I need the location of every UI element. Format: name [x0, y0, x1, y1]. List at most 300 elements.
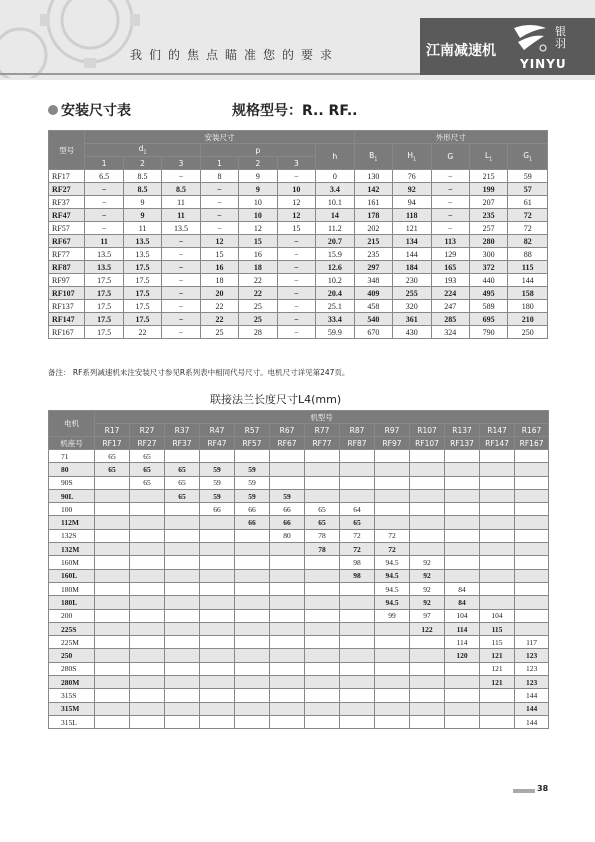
value-cell [410, 503, 445, 516]
table-row [49, 529, 549, 542]
value-cell: 115 [480, 622, 515, 635]
install-dimension-table [48, 130, 548, 339]
value-cell [235, 715, 270, 728]
value-cell: 65 [340, 516, 375, 529]
value-cell [340, 689, 375, 702]
value-cell: 3.4 [316, 183, 355, 196]
value-cell [340, 489, 375, 502]
value-cell [445, 569, 480, 582]
value-cell [95, 622, 130, 635]
value-cell: 113 [431, 235, 469, 248]
value-cell [305, 556, 340, 569]
value-cell [340, 622, 375, 635]
value-cell: 9 [239, 170, 277, 183]
value-cell [480, 543, 515, 556]
table-row [49, 209, 548, 222]
value-cell: 144 [508, 274, 548, 287]
spec-label: 规格型号：R.. RF.. [232, 103, 358, 119]
frame-cell: 225M [49, 636, 95, 649]
table-row [49, 261, 548, 274]
value-cell: 65 [165, 463, 200, 476]
rf-series-header: RF57 [235, 437, 270, 450]
value-cell: 117 [515, 636, 549, 649]
value-cell [130, 489, 165, 502]
value-cell: 120 [445, 649, 480, 662]
frame-cell: 225S [49, 622, 95, 635]
value-cell: 66 [235, 516, 270, 529]
value-cell [445, 662, 480, 675]
value-cell [130, 596, 165, 609]
value-cell: 495 [469, 287, 507, 300]
value-cell [445, 702, 480, 715]
value-cell: 25 [239, 313, 277, 326]
value-cell [305, 622, 340, 635]
value-cell: 114 [445, 622, 480, 635]
value-cell [305, 715, 340, 728]
value-cell: 184 [393, 261, 431, 274]
value-cell [235, 450, 270, 463]
value-cell [375, 463, 410, 476]
value-cell: 17.5 [85, 300, 123, 313]
table-row [49, 596, 549, 609]
value-cell: 65 [165, 476, 200, 489]
value-cell [480, 689, 515, 702]
value-cell: 57 [508, 183, 548, 196]
table-row [49, 274, 548, 287]
r-series-header: R107 [410, 424, 445, 437]
value-cell: 695 [469, 313, 507, 326]
value-cell: 59 [200, 463, 235, 476]
value-cell [305, 676, 340, 689]
value-cell: 13.5 [123, 235, 161, 248]
table-row [49, 582, 549, 595]
value-cell [515, 450, 549, 463]
value-cell [480, 596, 515, 609]
frame-cell: 132M [49, 543, 95, 556]
value-cell: 161 [354, 196, 392, 209]
r-series-header: R47 [200, 424, 235, 437]
value-cell: − [277, 326, 315, 339]
value-cell [410, 636, 445, 649]
value-cell [95, 636, 130, 649]
value-cell: 15 [277, 222, 315, 235]
value-cell [340, 609, 375, 622]
value-cell [270, 662, 305, 675]
value-cell: 94.5 [375, 596, 410, 609]
sub-col-header: 2 [239, 157, 277, 170]
value-cell: 65 [305, 516, 340, 529]
value-cell [515, 503, 549, 516]
value-cell: 22 [200, 300, 238, 313]
value-cell: − [162, 170, 200, 183]
value-cell: 20 [200, 287, 238, 300]
value-cell [270, 543, 305, 556]
rf-series-row [49, 437, 549, 450]
value-cell: − [431, 196, 469, 209]
value-cell [305, 596, 340, 609]
value-cell [375, 649, 410, 662]
value-cell: 250 [508, 326, 548, 339]
value-cell: 0 [316, 170, 355, 183]
col-frame: 机座号 [49, 437, 95, 450]
value-cell: 118 [393, 209, 431, 222]
model-cell: RF27 [49, 183, 85, 196]
value-cell [480, 569, 515, 582]
value-cell [235, 543, 270, 556]
model-cell: RF17 [49, 170, 85, 183]
value-cell [95, 476, 130, 489]
value-cell: − [277, 235, 315, 248]
frame-cell: 315S [49, 689, 95, 702]
table-row [49, 702, 549, 715]
col-motor: 电机 [49, 411, 95, 437]
value-cell: 94.5 [375, 556, 410, 569]
value-cell [410, 463, 445, 476]
note-text: 备注： RF系列减速机未注安装尺寸参见R系列表中相同代号尺寸。电机尺寸详见第247页。 [48, 368, 350, 377]
value-cell: 65 [95, 450, 130, 463]
value-cell: 199 [469, 183, 507, 196]
value-cell: 33.4 [316, 313, 355, 326]
value-cell [445, 450, 480, 463]
value-cell: 114 [445, 636, 480, 649]
value-cell [235, 529, 270, 542]
value-cell: 92 [393, 183, 431, 196]
value-cell [515, 476, 549, 489]
value-cell: 59 [235, 463, 270, 476]
value-cell [480, 489, 515, 502]
value-cell [445, 556, 480, 569]
value-cell: 88 [508, 248, 548, 261]
value-cell [375, 450, 410, 463]
value-cell: 224 [431, 287, 469, 300]
value-cell: 13.5 [162, 222, 200, 235]
col-model: 型号 [49, 131, 85, 170]
value-cell: 65 [95, 463, 130, 476]
value-cell: 144 [515, 689, 549, 702]
col-b1: $B_1$ [354, 144, 392, 170]
bullet-icon [48, 105, 58, 115]
value-cell: 180 [508, 300, 548, 313]
value-cell [130, 662, 165, 675]
value-cell: − [200, 209, 238, 222]
value-cell: 22 [200, 313, 238, 326]
value-cell: 134 [393, 235, 431, 248]
value-cell [270, 582, 305, 595]
value-cell [410, 476, 445, 489]
rf-series-header: RF37 [165, 437, 200, 450]
table-row [49, 170, 548, 183]
value-cell: − [162, 235, 200, 248]
r-series-header: R137 [445, 424, 480, 437]
value-cell [410, 676, 445, 689]
value-cell: 98 [340, 569, 375, 582]
frame-cell: 180L [49, 596, 95, 609]
r-series-header: R167 [515, 424, 549, 437]
table-row [49, 326, 548, 339]
value-cell [235, 609, 270, 622]
table-row [49, 287, 548, 300]
value-cell [445, 476, 480, 489]
value-cell: 72 [340, 543, 375, 556]
value-cell [515, 609, 549, 622]
value-cell [200, 556, 235, 569]
value-cell: − [431, 170, 469, 183]
value-cell [235, 676, 270, 689]
value-cell: 589 [469, 300, 507, 313]
value-cell: 59 [235, 489, 270, 502]
value-cell [445, 676, 480, 689]
value-cell: − [162, 300, 200, 313]
table-row [49, 476, 549, 489]
sub-col-header: 1 [85, 157, 123, 170]
value-cell [305, 476, 340, 489]
frame-cell: 71 [49, 450, 95, 463]
value-cell: 16 [239, 248, 277, 261]
table-row [49, 569, 549, 582]
value-cell: 121 [480, 662, 515, 675]
value-cell [515, 529, 549, 542]
value-cell: 8 [200, 170, 238, 183]
value-cell: 178 [354, 209, 392, 222]
value-cell [375, 689, 410, 702]
value-cell: 104 [480, 609, 515, 622]
sub-col-header: 3 [162, 157, 200, 170]
value-cell [235, 569, 270, 582]
frame-cell: 315L [49, 715, 95, 728]
value-cell: 15 [200, 248, 238, 261]
value-cell: 15 [239, 235, 277, 248]
value-cell [340, 702, 375, 715]
table-row [49, 450, 549, 463]
r-series-header: R77 [305, 424, 340, 437]
value-cell [445, 516, 480, 529]
value-cell: 235 [469, 209, 507, 222]
page-bar [513, 789, 535, 793]
value-cell [235, 649, 270, 662]
value-cell: 22 [239, 287, 277, 300]
value-cell [375, 715, 410, 728]
value-cell [130, 689, 165, 702]
value-cell [165, 529, 200, 542]
value-cell [95, 609, 130, 622]
value-cell: 66 [200, 503, 235, 516]
value-cell [165, 622, 200, 635]
value-cell [270, 702, 305, 715]
value-cell: 17.5 [85, 313, 123, 326]
value-cell [165, 662, 200, 675]
value-cell: 22 [239, 274, 277, 287]
value-cell [130, 636, 165, 649]
frame-cell: 250 [49, 649, 95, 662]
value-cell [340, 662, 375, 675]
table-row [49, 662, 549, 675]
value-cell: 72 [375, 529, 410, 542]
frame-cell: 200 [49, 609, 95, 622]
value-cell: 94 [393, 196, 431, 209]
table-row [49, 715, 549, 728]
value-cell: 66 [270, 516, 305, 529]
rf-series-header: RF77 [305, 437, 340, 450]
table-row [49, 489, 549, 502]
value-cell: 11 [162, 209, 200, 222]
table-row [49, 503, 549, 516]
value-cell [270, 715, 305, 728]
value-cell [480, 582, 515, 595]
value-cell [200, 649, 235, 662]
value-cell: 92 [410, 596, 445, 609]
value-cell [235, 596, 270, 609]
value-cell: 115 [480, 636, 515, 649]
value-cell: 72 [375, 543, 410, 556]
value-cell [165, 676, 200, 689]
value-cell: − [277, 274, 315, 287]
value-cell [445, 529, 480, 542]
value-cell: − [162, 248, 200, 261]
value-cell: 158 [508, 287, 548, 300]
value-cell: 280 [469, 235, 507, 248]
value-cell [130, 582, 165, 595]
value-cell [130, 569, 165, 582]
value-cell [340, 476, 375, 489]
value-cell [165, 582, 200, 595]
value-cell [165, 503, 200, 516]
value-cell [410, 450, 445, 463]
value-cell: 210 [508, 313, 548, 326]
value-cell: − [200, 183, 238, 196]
sub-col-header: 1 [200, 157, 238, 170]
col-group-outline: 外形尺寸 [354, 131, 547, 144]
col-l1: $L_1$ [469, 144, 507, 170]
value-cell [305, 609, 340, 622]
col-g1: $G_1$ [508, 144, 548, 170]
frame-cell: 280M [49, 676, 95, 689]
value-cell [305, 689, 340, 702]
value-cell: 300 [469, 248, 507, 261]
value-cell: 11 [85, 235, 123, 248]
value-cell [165, 715, 200, 728]
table-row [49, 313, 548, 326]
value-cell [235, 689, 270, 702]
sub-col-header: 2 [123, 157, 161, 170]
value-cell [305, 649, 340, 662]
value-cell: 17.5 [123, 313, 161, 326]
value-cell [200, 689, 235, 702]
value-cell: 115 [508, 261, 548, 274]
table-row [49, 196, 548, 209]
value-cell [375, 622, 410, 635]
value-cell: 348 [354, 274, 392, 287]
value-cell: 12 [277, 196, 315, 209]
value-cell: 144 [393, 248, 431, 261]
value-cell [515, 596, 549, 609]
value-cell [340, 649, 375, 662]
frame-cell: 100 [49, 503, 95, 516]
value-cell: 235 [354, 248, 392, 261]
model-cell: RF167 [49, 326, 85, 339]
value-cell [165, 636, 200, 649]
r-series-header: R27 [130, 424, 165, 437]
value-cell: 8.5 [123, 170, 161, 183]
value-cell: 130 [354, 170, 392, 183]
value-cell: 72 [508, 222, 548, 235]
value-cell: 17.5 [85, 326, 123, 339]
rf-series-header: RF107 [410, 437, 445, 450]
rf-series-header: RF27 [130, 437, 165, 450]
frame-cell: 280S [49, 662, 95, 675]
value-cell: 22 [123, 326, 161, 339]
r-series-header: R97 [375, 424, 410, 437]
value-cell: − [277, 313, 315, 326]
section-title-flange: 联接法兰长度尺寸L4(mm) [210, 393, 342, 406]
col-group-install: 安装尺寸 [85, 131, 354, 144]
value-cell: 20.4 [316, 287, 355, 300]
value-cell [130, 516, 165, 529]
value-cell: 15.9 [316, 248, 355, 261]
value-cell [445, 689, 480, 702]
value-cell: 72 [340, 529, 375, 542]
value-cell [515, 622, 549, 635]
value-cell: 84 [445, 596, 480, 609]
value-cell: 10 [239, 209, 277, 222]
value-cell: 18 [200, 274, 238, 287]
value-cell: 6.5 [85, 170, 123, 183]
value-cell: 215 [469, 170, 507, 183]
value-cell [95, 503, 130, 516]
value-cell [130, 649, 165, 662]
value-cell: 121 [480, 676, 515, 689]
model-cell: RF97 [49, 274, 85, 287]
sub-col-header: 3 [277, 157, 315, 170]
value-cell: − [200, 196, 238, 209]
value-cell [200, 715, 235, 728]
company-name: 江南减速机 [426, 43, 496, 59]
value-cell: 12 [277, 209, 315, 222]
rf-series-header: RF97 [375, 437, 410, 450]
value-cell [165, 609, 200, 622]
flange-length-table [48, 410, 549, 729]
brand-cn: 银羽 [555, 25, 566, 50]
value-cell: 59 [235, 476, 270, 489]
value-cell [375, 676, 410, 689]
value-cell [480, 715, 515, 728]
value-cell: 257 [469, 222, 507, 235]
value-cell: 540 [354, 313, 392, 326]
value-cell: − [200, 222, 238, 235]
value-cell [305, 450, 340, 463]
value-cell [340, 463, 375, 476]
value-cell: 14 [316, 209, 355, 222]
table-row [49, 235, 548, 248]
value-cell: 13.5 [85, 261, 123, 274]
value-cell: − [162, 261, 200, 274]
frame-cell: 112M [49, 516, 95, 529]
value-cell: 84 [445, 582, 480, 595]
value-cell [375, 662, 410, 675]
table-row [49, 689, 549, 702]
value-cell [410, 489, 445, 502]
value-cell: 670 [354, 326, 392, 339]
value-cell: 207 [469, 196, 507, 209]
value-cell [480, 476, 515, 489]
table-row [49, 636, 549, 649]
value-cell: 9 [239, 183, 277, 196]
value-cell: 12 [239, 222, 277, 235]
value-cell [375, 489, 410, 502]
col-d1: $d_1$ [85, 144, 200, 157]
value-cell: 129 [431, 248, 469, 261]
gear-decoration-icon [0, 0, 140, 78]
table-row [49, 543, 549, 556]
